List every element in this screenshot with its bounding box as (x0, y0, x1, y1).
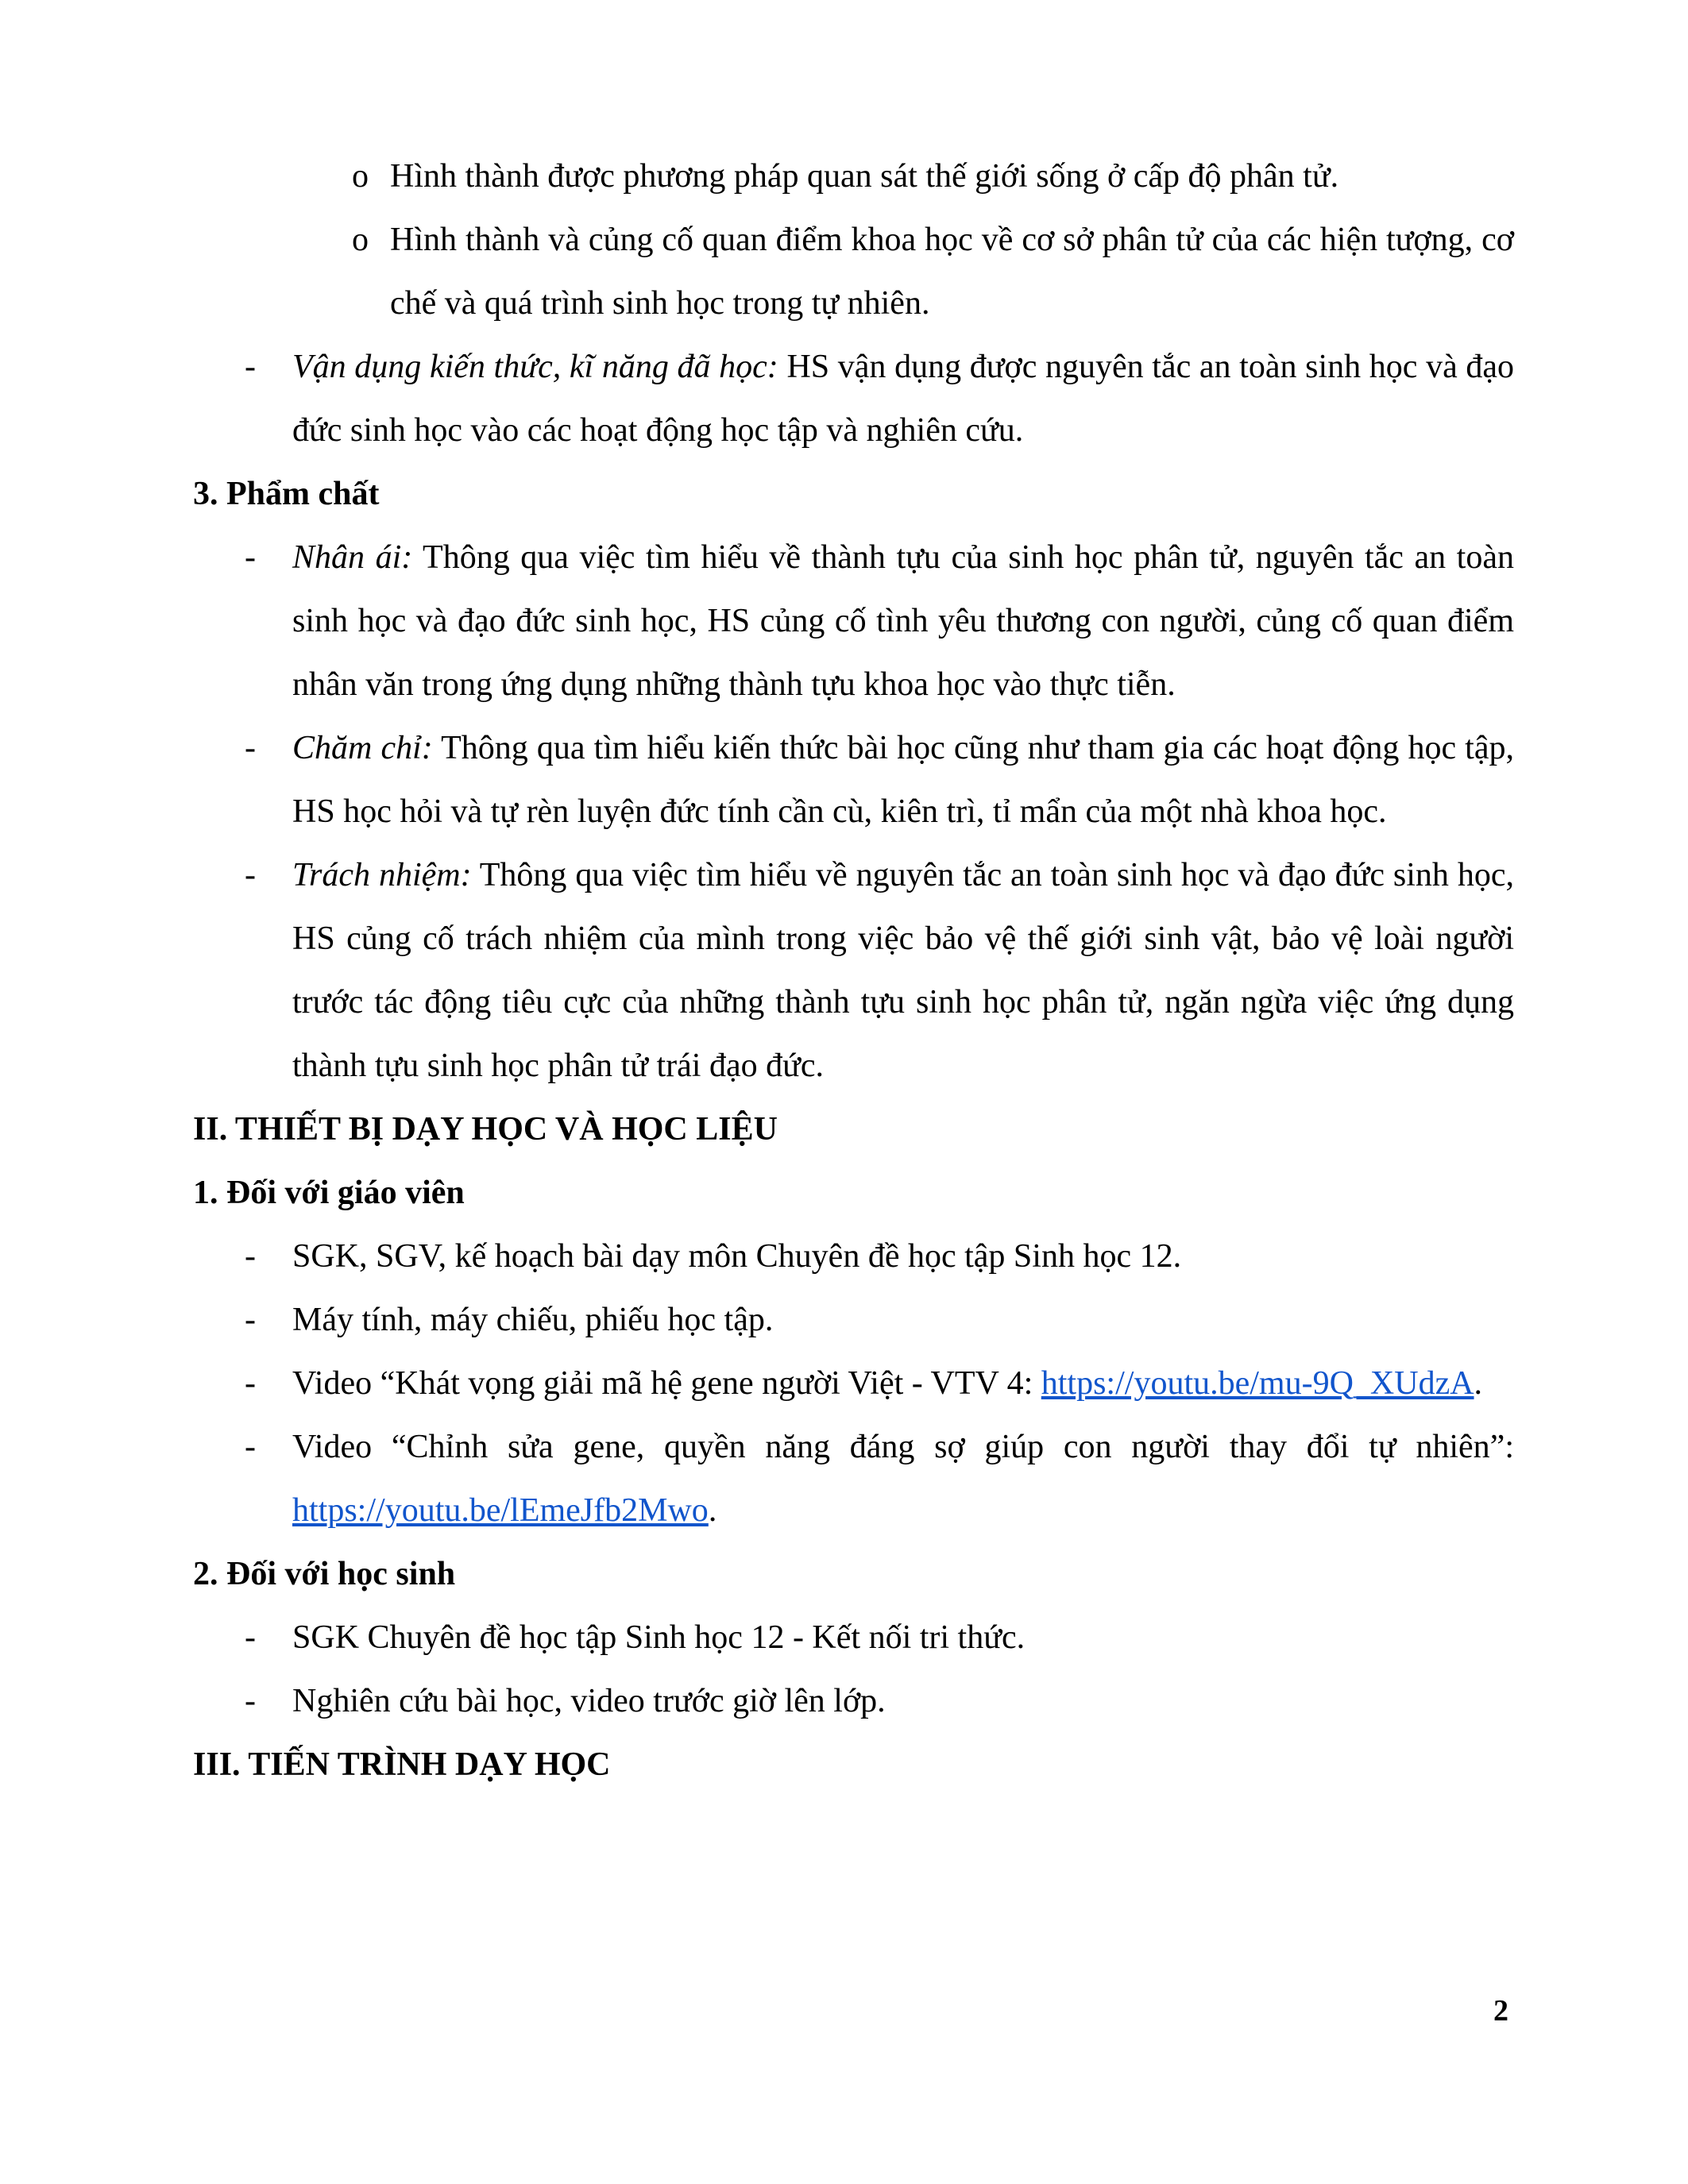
list-item (193, 1352, 1514, 1415)
section-heading: 2. Đối với học sinh (193, 1556, 456, 1592)
bullet-text: Hình thành được phương pháp quan sát thế giới sống ở cấp độ phân tử. (390, 158, 1339, 195)
dash-bullet-icon: - (245, 1429, 256, 1465)
section-heading: 3. Phẩm chất (193, 476, 380, 512)
circle-bullet-icon: o (352, 158, 369, 195)
dash-bullet-icon: - (245, 1238, 256, 1275)
item-text: Thông qua tìm hiểu kiến thức bài học cũng như tham gia các hoạt động học tập, HS học hỏi và tự rèn luyện đức tính cần cù, kiên trì, tỉ mẩn của một nhà khoa học. (292, 730, 1514, 830)
item-text: SGK, SGV, kế hoạch bài dạy môn Chuyên đề học tập Sinh học 12. (292, 1238, 1182, 1275)
punctuation: . (1474, 1365, 1483, 1402)
item-text: Video “Khát vọng giải mã hệ gene người Việt - VTV 4: (292, 1365, 1041, 1402)
punctuation: . (708, 1492, 717, 1529)
list-item (193, 1288, 1514, 1352)
video-link-2[interactable]: https://youtu.be/lEmeJfb2Mwo (292, 1492, 709, 1529)
dash-bullet-icon: - (245, 1619, 256, 1656)
item-text: Thông qua việc tìm hiểu về thành tựu của sinh học phân tử, nguyên tắc an toàn sinh học và đạo đức sinh học, HS củng cố tình yêu thương con người, củng cố quan điểm nhân văn trong ứng dụng những thành tựu khoa học vào thực tiễn. (292, 539, 1514, 703)
sub-bullet (193, 145, 1514, 208)
list-item (193, 1415, 1514, 1542)
list-item (193, 1606, 1514, 1669)
video-link-1[interactable]: https://youtu.be/mu-9Q_XUdzA (1041, 1365, 1474, 1402)
dash-bullet-icon: - (245, 349, 256, 385)
item-text: Máy tính, máy chiếu, phiếu học tập. (292, 1302, 774, 1338)
item-label: Vận dụng kiến thức, kĩ năng đã học: (292, 349, 778, 385)
sub-bullet (193, 208, 1514, 335)
item-label: Trách nhiệm: (292, 857, 472, 893)
dash-bullet-icon: - (245, 857, 256, 893)
list-item (193, 716, 1514, 843)
list-item (193, 843, 1514, 1098)
item-text: Video “Chỉnh sửa gene, quyền năng đáng sợ giúp con người thay đổi tự nhiên”: (292, 1429, 1514, 1465)
item-text: HS vận dụng được nguyên tắc an toàn sinh học và đạo đức sinh học vào các hoạt động học tập và nghiên cứu. (292, 349, 1514, 449)
bullet-text: Hình thành và củng cố quan điểm khoa học về cơ sở phân tử của các hiện tượng, cơ chế và quá trình sinh học trong tự nhiên. (390, 222, 1514, 322)
list-item (193, 526, 1514, 716)
circle-bullet-icon: o (352, 222, 369, 258)
dash-bullet-icon: - (245, 539, 256, 576)
part-heading: III. TIẾN TRÌNH DẠY HỌC (193, 1746, 611, 1783)
item-text: Thông qua việc tìm hiểu về nguyên tắc an toàn sinh học và đạo đức sinh học, HS củng cố trách nhiệm của mình trong việc bảo vệ thế giới sinh vật, bảo vệ loài người trước tác động tiêu cực của những thành tựu sinh học phân tử, ngăn ngừa việc ứng dụng thành tựu sinh học phân tử trái đạo đức. (292, 857, 1514, 1084)
list-item (193, 335, 1514, 462)
section-heading: 1. Đối với giáo viên (193, 1175, 465, 1211)
dash-bullet-icon: - (245, 1302, 256, 1338)
item-label: Chăm chỉ: (292, 730, 433, 766)
list-item (193, 1225, 1514, 1288)
list-item (193, 1669, 1514, 1733)
item-label: Nhân ái: (292, 539, 413, 576)
document-page (193, 145, 1514, 1796)
item-text: SGK Chuyên đề học tập Sinh học 12 - Kết nối tri thức. (292, 1619, 1026, 1656)
part-heading: II. THIẾT BỊ DẠY HỌC VÀ HỌC LIỆU (193, 1111, 778, 1148)
dash-bullet-icon: - (245, 730, 256, 766)
dash-bullet-icon: - (245, 1683, 256, 1719)
dash-bullet-icon: - (245, 1365, 256, 1402)
item-text: Nghiên cứu bài học, video trước giờ lên lớp. (292, 1683, 886, 1719)
page-number: 2 (1493, 1994, 1508, 2028)
